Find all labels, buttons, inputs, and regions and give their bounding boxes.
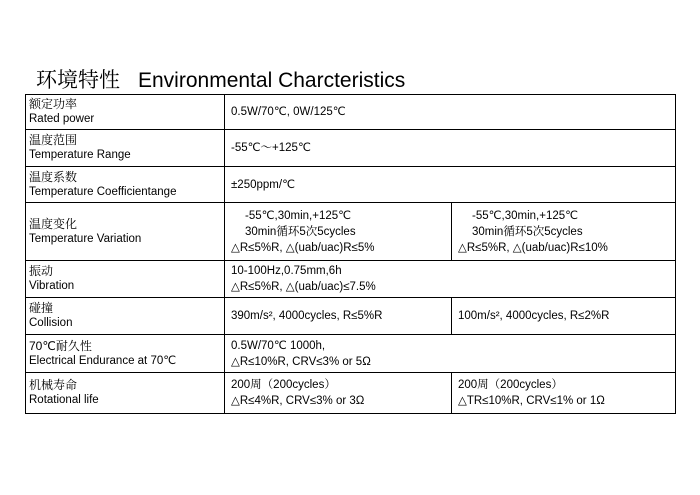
row-label <box>26 167 225 203</box>
value-cell <box>225 298 452 335</box>
value-cell <box>225 203 452 261</box>
table-row <box>26 298 676 335</box>
row-label <box>26 335 225 373</box>
value-cell <box>225 335 676 373</box>
table-row <box>26 167 676 203</box>
table-row <box>26 203 676 261</box>
row-label <box>26 203 225 261</box>
table-row <box>26 335 676 373</box>
label-zh: 温度范围 <box>29 133 78 147</box>
value-line: 30min循环5次5cycles <box>245 225 356 238</box>
table-row <box>26 373 676 414</box>
value-line: △R≤10%R, CRV≤3% or 5Ω <box>231 355 371 368</box>
value-line: 100m/s², 4000cycles, R≤2%R <box>458 310 610 322</box>
label-en: Electrical Endurance at 70℃ <box>29 354 177 367</box>
value-cell <box>225 167 676 203</box>
value-cell <box>452 373 676 414</box>
row-label <box>26 373 225 414</box>
row-label <box>26 130 225 167</box>
characteristics-table <box>25 94 676 414</box>
label-en: Vibration <box>29 280 75 292</box>
value-line: △TR≤10%R, CRV≤1% or 1Ω <box>458 395 605 407</box>
label-en: Collision <box>29 317 73 329</box>
label-en: Temperature Coefficientange <box>29 185 177 198</box>
table-row <box>26 95 676 130</box>
value-cell <box>225 261 676 298</box>
value-line: △R≤5%R, △(uab/uac)≤7.5% <box>231 281 376 293</box>
value-cell <box>225 95 676 130</box>
value-line: -55℃,30min,+125℃ <box>245 209 352 222</box>
value-cell <box>225 130 676 167</box>
value-cell <box>225 373 452 414</box>
value-line: 0.5W/70℃, 0W/125℃ <box>231 106 346 118</box>
table-row <box>26 130 676 167</box>
label-zh: 碰撞 <box>29 301 54 315</box>
value-line: -55℃,30min,+125℃ <box>472 209 579 222</box>
label-zh: 机械寿命 <box>29 378 78 392</box>
value-line: 30min循环5次5cycles <box>472 225 583 238</box>
value-line: △R≤5%R, △(uab/uac)R≤5% <box>231 241 375 254</box>
value-line: 10-100Hz,0.75mm,6h <box>231 265 342 277</box>
row-label <box>26 298 225 335</box>
label-zh: 温度系数 <box>29 169 78 184</box>
title-zh: 环境特性 <box>36 69 120 92</box>
label-en: Rated power <box>29 113 95 125</box>
value-line: 0.5W/70℃ 1000h, <box>231 339 326 352</box>
label-en: Rotational life <box>29 394 99 406</box>
label-zh: 振动 <box>29 264 54 278</box>
value-line: 200周（200cycles） <box>458 379 563 391</box>
label-en: Temperature Variation <box>29 232 142 245</box>
table-row <box>26 261 676 298</box>
value-cell <box>452 298 676 335</box>
value-line: △R≤4%R, CRV≤3% or 3Ω <box>231 395 365 407</box>
title-en: Environmental Charcteristics <box>138 69 406 92</box>
row-label <box>26 261 225 298</box>
value-line: -55℃～+125℃ <box>231 142 311 154</box>
page-title <box>36 64 405 94</box>
label-zh: 额定功率 <box>29 97 78 111</box>
label-zh: 70℃耐久性 <box>29 338 92 353</box>
value-line: △R≤5%R, △(uab/uac)R≤10% <box>458 241 608 254</box>
value-line: ±250ppm/℃ <box>231 178 295 191</box>
row-label <box>26 95 225 130</box>
value-line: 390m/s², 4000cycles, R≤5%R <box>231 310 383 322</box>
value-cell <box>452 203 676 261</box>
label-en: Temperature Range <box>29 149 131 161</box>
label-zh: 温度变化 <box>29 216 78 231</box>
value-line: 200周（200cycles） <box>231 379 336 391</box>
